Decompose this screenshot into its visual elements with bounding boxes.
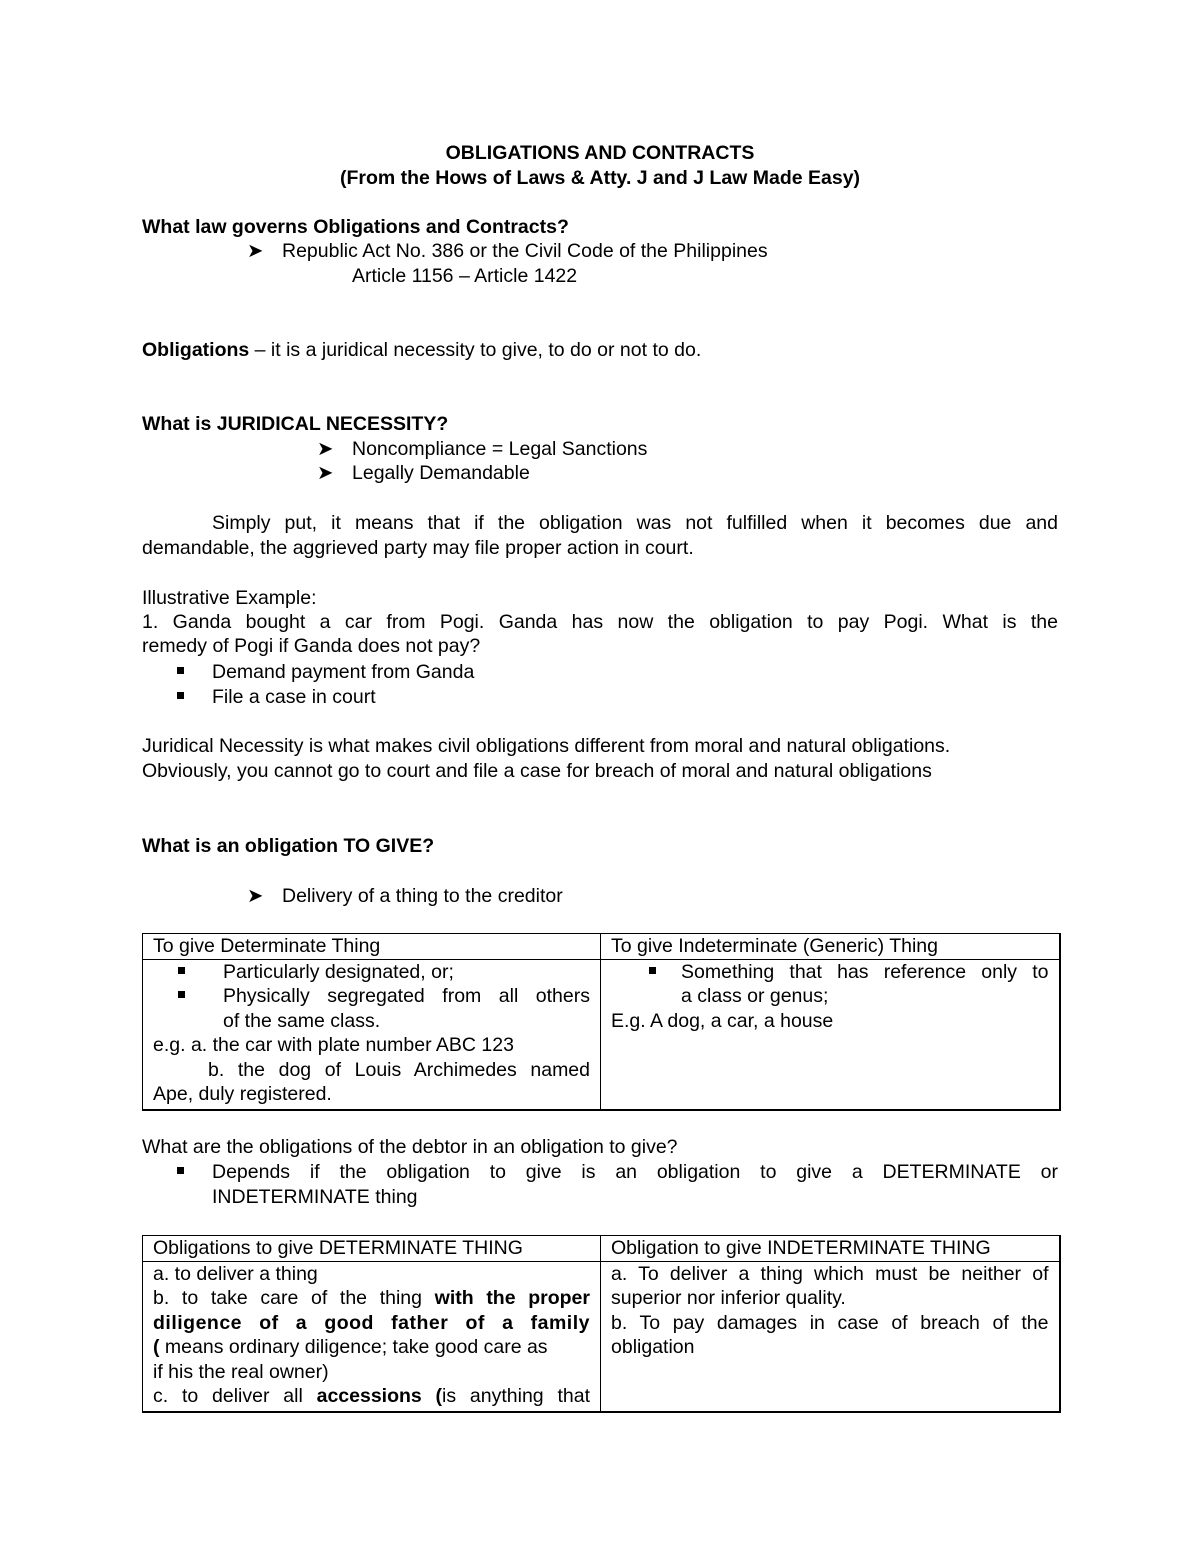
table-cell-indeterminate-duties: a. To deliver a thing which must be neither of superior nor inferior quality. b. To pay damages in case of breach of the obligation xyxy=(601,1261,1060,1412)
determinate-indeterminate-table xyxy=(142,933,1061,1111)
square-bullet-icon xyxy=(178,991,185,998)
bullet-demand-payment: Demand payment from Ganda xyxy=(177,660,474,685)
table-header-determinate: To give Determinate Thing xyxy=(143,934,601,960)
arrow-bullet-icon: ➤ xyxy=(317,438,334,460)
bullet-delivery: ➤ Delivery of a thing to the creditor xyxy=(247,885,563,907)
arrow-bullet-icon: ➤ xyxy=(247,885,264,907)
table-cell-determinate: Particularly designated, or; Physically segregated from all others of the same class. e.g. a. the car with plate number ABC 123 b. the dog of Louis Archimedes named Ape, duly registered. xyxy=(143,959,601,1110)
list-item: Physically segregated from all others xyxy=(153,984,590,1009)
table-cell-indeterminate: Something that has reference only to a class or genus; E.g. A dog, a car, a house xyxy=(601,959,1060,1110)
juridical-necessity-line2: Obviously, you cannot go to court and file a case for breach of moral and natural obligations xyxy=(142,760,932,782)
question-juridical-necessity: What is JURIDICAL NECESSITY? xyxy=(142,413,449,435)
list-item: Particularly designated, or; xyxy=(153,960,590,985)
square-bullet-icon xyxy=(177,1167,184,1174)
document-title: OBLIGATIONS AND CONTRACTS xyxy=(445,142,755,164)
square-bullet-icon xyxy=(177,667,184,674)
bullet-depends: Depends if the obligation to give is an obligation to give a DETERMINATE or xyxy=(177,1160,1058,1185)
bullet-noncompliance: ➤ Noncompliance = Legal Sanctions xyxy=(317,438,648,460)
illustrative-example-line1: 1. Ganda bought a car from Pogi. Ganda has now the obligation to pay Pogi. What is the xyxy=(142,611,1058,633)
simply-put-line1: Simply put, it means that if the obligation was not fulfilled when it becomes due and xyxy=(212,512,1058,534)
obligations-definition: Obligations – it is a juridical necessity to give, to do or not to do. xyxy=(142,339,702,361)
table-header-indeterminate: To give Indeterminate (Generic) Thing xyxy=(601,934,1060,960)
debtor-obligations-table xyxy=(142,1235,1061,1413)
table-header-indeterminate-thing: Obligation to give INDETERMINATE THING xyxy=(601,1236,1060,1262)
question-debtor-obligations: What are the obligations of the debtor in an obligation to give? xyxy=(142,1136,678,1158)
illustrative-example-line2: remedy of Pogi if Ganda does not pay? xyxy=(142,635,481,657)
arrow-bullet-icon: ➤ xyxy=(317,462,334,484)
square-bullet-icon xyxy=(649,967,656,974)
bullet-file-case: File a case in court xyxy=(177,685,376,710)
illustrative-example-label: Illustrative Example: xyxy=(142,587,317,609)
simply-put-line2: demandable, the aggrieved party may file proper action in court. xyxy=(142,537,694,559)
question-obligation-to-give: What is an obligation TO GIVE? xyxy=(142,835,435,857)
square-bullet-icon xyxy=(177,692,184,699)
table-header-determinate-thing: Obligations to give DETERMINATE THING xyxy=(143,1236,601,1262)
juridical-necessity-line1: Juridical Necessity is what makes civil obligations different from moral and natural obligations. xyxy=(142,735,951,757)
bullet-legally-demandable: ➤ Legally Demandable xyxy=(317,462,530,484)
square-bullet-icon xyxy=(178,967,185,974)
document-subtitle: (From the Hows of Laws & Atty. J and J Law Made Easy) xyxy=(339,167,861,189)
bullet-depends-line2: INDETERMINATE thing xyxy=(212,1186,418,1208)
article-range: Article 1156 – Article 1422 xyxy=(352,265,578,287)
list-item: Something that has reference only to xyxy=(611,960,1049,985)
table-cell-determinate-duties: a. to deliver a thing b. to take care of the thing with the proper diligence of a good father of a family ( means ordinary diligence; take good care as if his the real owner) c. to deliver all accessions (is anything that xyxy=(143,1261,601,1412)
bullet-civil-code: ➤ Republic Act No. 386 or the Civil Code of the Philippines xyxy=(247,240,768,262)
arrow-bullet-icon: ➤ xyxy=(247,240,264,262)
question-law-governs: What law governs Obligations and Contracts? xyxy=(142,216,569,238)
